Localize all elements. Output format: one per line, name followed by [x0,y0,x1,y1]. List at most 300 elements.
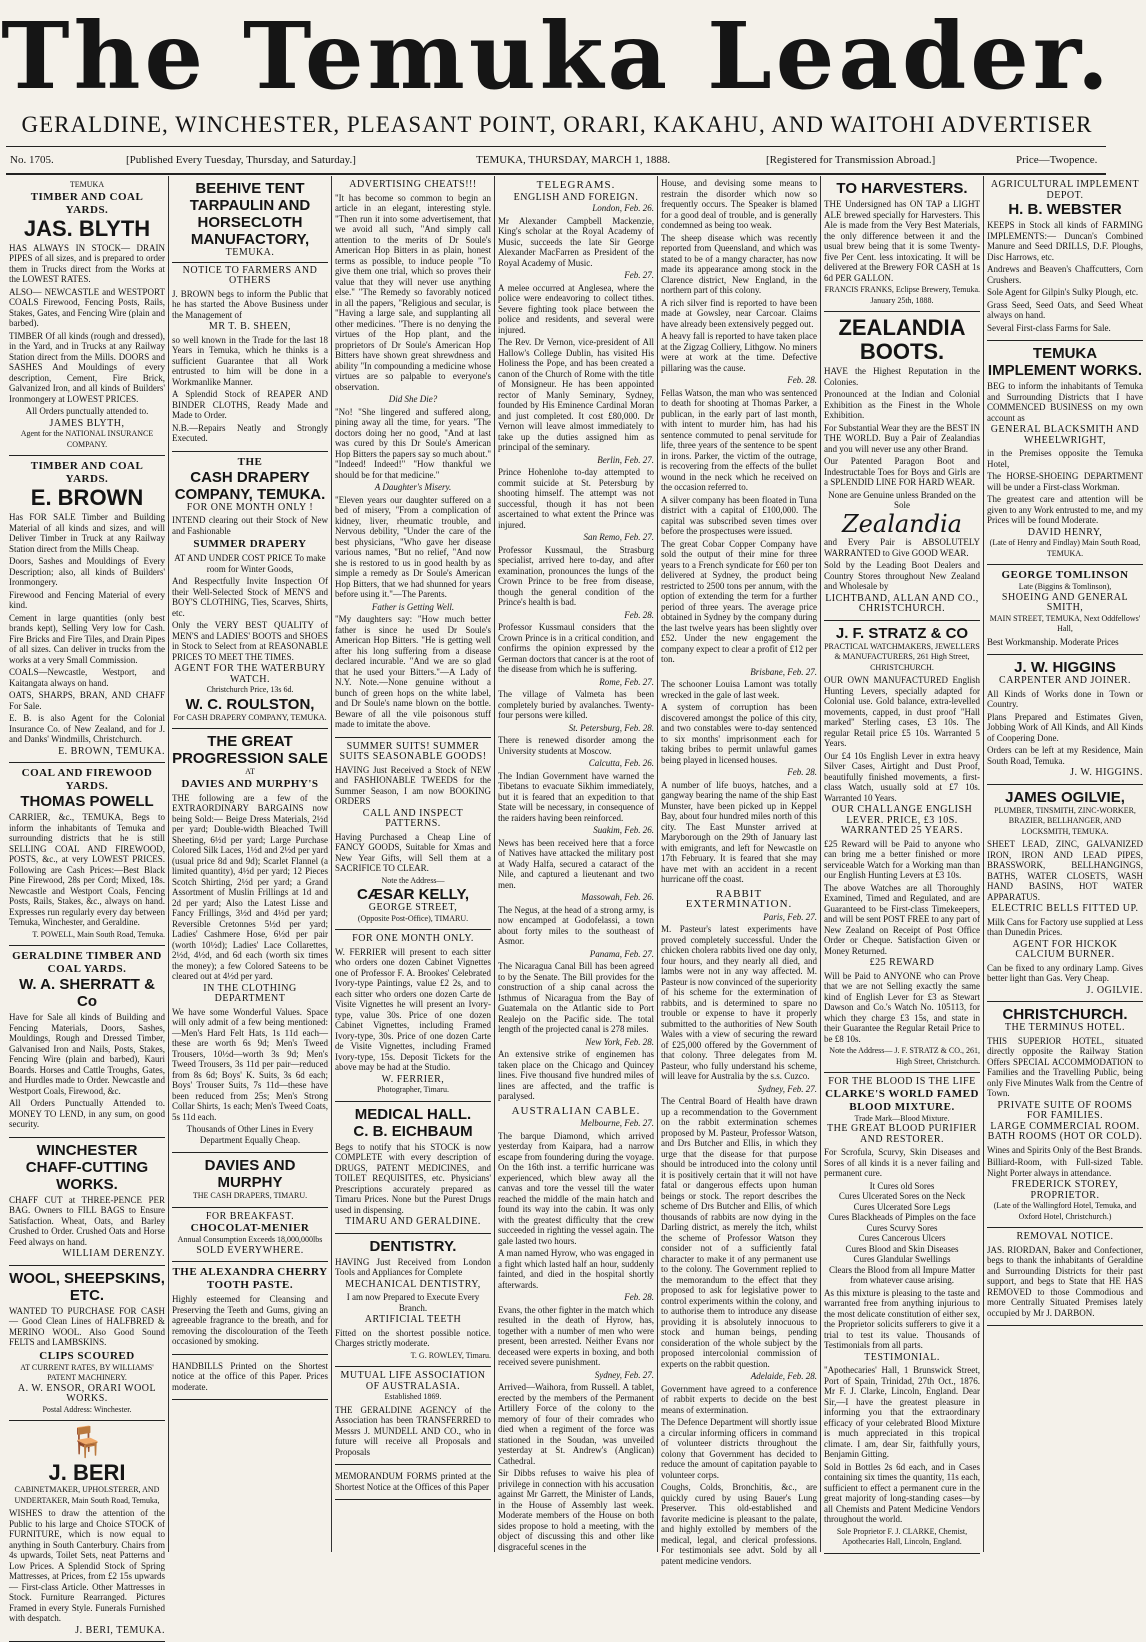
ad-text: HAS ALWAYS IN STOCK— DRAIN PIPES of all sizes, and is prepared to order them in Trucks direct from the Works at the LOWEST RATES. [9,242,165,284]
ad-text: KEEPS in Stock all kinds of FARMING IMPLEMENTS:— Duncan's Combined Manure and Seed DRILLS, D.F. Ploughs, Disc Harrows, etc. [987,220,1143,262]
ad-heading: AGRICULTURAL IMPLEMENT DEPOT. [990,179,1140,201]
ad-text: Highly esteemed for Cleansing and Preserving the Teeth and Gums, giving an agreeable fragrance to the breath, and for removing the discolouration of the Teeth occasioned by smoking. [172,1294,328,1346]
columns [6,176,1143,1636]
news-paragraph: There is renewed disorder among the University students at Moscow. [498,735,654,756]
news-dateline: Melbourne, Feb. 27. [580,1118,654,1128]
list-item: Cures Blood and Skin Diseases [845,1243,959,1254]
ad-stratz [824,621,980,1074]
ad-wool [9,1266,165,1422]
ad-text: None are Genuine unless Branded on the Sole [828,489,976,510]
ad-text: Sole Agent for Gilpin's Sulky Plough, etc. [987,287,1139,297]
ad-heading: THE GREAT PROGRESSION SALE [172,733,328,767]
ad-text: THE Undersigned has ON TAP a LIGHT ALE brewed specially for Harvesters. This Ale is made from the Very Best Materials, the only difference between it and the usual brew being that it is some Twenty-five Per Cent. less intoxicating. It will be delivered at the Brewery FOR CASH at 1s 6d PER GALLON. [824,199,980,283]
ad-text: THE CASH DRAPERS, TIMARU. [192,1191,308,1200]
news-paragraph: Government have agreed to a conference of rabbit experts to decide on the best means of extermination. [661,1383,817,1415]
news-dateline: Sydney, Feb. 27. [757,1083,817,1094]
ad-implement-works [987,341,1143,565]
ad-text: Milk Cans for Factory use supplied at Less than Dunedin Prices. [987,916,1143,937]
ad-text: Established 1869. [384,1392,442,1401]
advertiser-name: THE TERMINUS HOTEL. [1004,1022,1126,1033]
ad-davies-murphy [172,1153,328,1208]
ad-signature: FREDERICK STOREY, PROPRIETOR. [1011,1179,1119,1201]
ad-heading: THE ALEXANDRA CHERRY TOOTH PASTE. [172,1266,328,1291]
ad-powell [9,763,165,946]
news-paragraph: Fellas Watson, the man who was sentenced to death for shooting at Thomas Parker, a publican, in the early part of last month, with intent to murder him, has had his sentence commuted to penal servitude for life, three years of the sentence to be spent in irons. Parker, the victim of the outrage, is recovering from the effects of the bullet wound in the neck which he received on the occasion referred to. [661,387,817,492]
advertiser-name: W. FERRIER, [381,1073,445,1085]
ad-text: Thousands of Other Lines in Every Department Equally Cheap. [186,1124,314,1145]
advertiser-name: C. B. EICHBAUM [353,1122,473,1140]
news-paragraph: A man named Hyrow, who was engaged in a fight which lasted half an hour, suddenly fainted, and died in the hospital shortly afterwards. [498,1248,654,1290]
ad-text: The greatest care and attention will be given to any Work entrusted to me, and my Prices will be found Moderate. [987,494,1143,525]
advertiser-name: DAVIES AND MURPHY [204,1157,296,1191]
ad-text: Will be Paid to ANYONE who can Prove that we are not Selling exactly the same kind of English Lever for £3 as Stewart Dawson and Co.'s Watch No. 105113, for which they charge £3 15s, and state in their Guarantee the Regular Retail Price to be £8 10s. [824,970,980,1044]
ad-signature: A. W. ENSOR, ORARI WOOL WORKS. [17,1382,157,1404]
ad-text: Grass Seed, Seed Oats, and Seed Wheat always on hand. [987,299,1143,320]
news-paragraph: A melee occurred at Anglesea, where the police were endeavoring to collect tithes. Severe fighting took place between the police and residents, and several were injured. [498,282,654,335]
ad-text: TIMBER Of all kinds (rough and dressed), in the Yard, and in Trucks at any Railway Station direct from the Mills. DOORS and SASHES And Mouldings of every description, Cement, Fire Brick, Galvanized Iron, and all kinds of Builders' Ironmongery at LOWEST PRICES. [9,330,165,404]
news-dateline: Paris, Feb. 27. [763,911,817,922]
ad-text: Best Workmanship. Moderate Prices [987,636,1119,647]
ad-text: Orders can be left at my Residence, Main South Road, Temuka. [987,745,1143,766]
advertiser-name: LICHTBAND, ALLAN AND CO., CHRISTCHURCH. [825,592,979,614]
ad-signature: JAMES BLYTH, [49,417,125,429]
ad-signature: T. POWELL, Main South Road, Temuka. [32,929,165,939]
ad-signature: T. G. ROWLEY, Timaru. [410,1350,491,1360]
news-dateline: Feb. 28. [787,767,817,777]
ad-text: All Orders Punctually Attended to. MONEY TO LEND, in any sum, on good security. [9,1098,165,1129]
news-dateline: Berlin, Feb. 27. [597,454,654,465]
ad-sherratt [9,946,165,1138]
advertiser-name: CLARKE'S WORLD FAMED BLOOD MIXTURE. [825,1087,979,1113]
news-dateline: Feb. 27. [624,270,654,280]
ad-address: (Opposite Post-Office), TIMARU. [357,913,469,923]
section-heading: AUSTRALIAN CABLE. [511,1104,641,1117]
section-heading: TELEGRAMS. [536,179,616,191]
ad-medical-hall [335,1102,491,1234]
publication-schedule: [Published Every Tuesday, Thursday, and Saturday.] [126,154,356,166]
masthead-subtitle: GERALDINE, WINCHESTER, PLEASANT POINT, ORARI, KAKAHU, AND WAITOHI ADVERTISER [21,112,1093,137]
list-item: Cures Glandular Swellings [853,1254,951,1264]
ad-cash-drapery [172,452,328,730]
ad-text: Fitted on the shortest possible notice. Charges strictly moderate. [335,1327,491,1348]
advertiser-name: GEORGE TOMLINSON [1001,569,1129,581]
news-paragraph: News has been received here that a force of Natives have attacked the military post at Wady Halfa, secured a cataract of the Nile, and captured a lieutenant and two men. [498,837,654,890]
news-paragraph: Sir Dibbs refuses to waive his plea of privilege in connection with his accusation against Mr Garrett, the Minister of Lands, in the House of Assembly last week. Moderate members of the House on both sides propose to hold a meeting, with the object of discussing this and other like disgraceful scenes in the [498,1468,654,1552]
issue-number: No. 1705. [10,154,54,166]
price: Price—Twopence. [1016,154,1098,166]
ad-heading: MEDICAL HALL. [354,1105,472,1123]
advertiser-name: DAVIES AND MURPHY'S [181,777,319,790]
news-paragraph: The sheep disease which was recently reported from Queensland, and which was stated to be of a mangy character, has now made its appearance among stock in the Clarence district, New England, in the northern part of this colony. [661,232,817,295]
ad-heading: TIMBER AND COAL YARDS. [30,460,144,485]
ad-beri [9,1421,165,1642]
ad-text: CARRIER, &c., TEMUKA, Begs to inform the inhabitants of Temuka and surrounding districts that he is still SELLING COAL AND FIREWOOD, POSTS, &c., at very LOWEST PRICES. Following are Cash Prices:—Best Black Pine Firewood, 28s per Cord; Mixed, 18s. Newcastle and Westport Coals, Fencing Posts, Rails, Stakes, &c., always on hand. Expresses run regularly every day between Temuka, Winchester, and Geraldine. [9,812,165,927]
ad-text: The HORSE-SHOEING DEPARTMENT will be under a First-class Workman. [987,471,1143,492]
section-subheading: ENGLISH AND FOREIGN. [513,191,639,203]
ad-blyth [9,176,165,456]
ad-agent: AGENT FOR HICKOK CALCIUM BURNER. [1012,938,1118,960]
ad-text: Having Purchased a Cheap Line of FANCY GOODS, Suitable for Xmas and New Year Gifts, will Sell them at a SACRIFICE TO CLEAR. [335,831,491,873]
ad-brown [9,456,165,763]
ad-signature: WILLIAM DERENZY. [62,1248,165,1259]
news-dateline: Sydney, Feb. 27. [594,1369,654,1380]
ad-manager: MR T. B. SHEEN, [208,321,292,332]
list-item: It Cures old Sores [869,1180,935,1191]
ad-subheading: CALL AND INSPECT PATTERNS. [362,807,464,829]
ad-text: SOLD EVERYWHERE. [196,1244,304,1256]
ad-text: AT CURRENT RATES, BY WILLIAMS' PATENT MACHINERY. [20,1362,154,1382]
ad-chaff [9,1138,165,1266]
ad-text: For Substantial Wear they are the BEST IN THE WORLD. Buy a Pair of Zealandias and you will never use any other Brand. [824,422,980,454]
column-7 [984,176,1146,1552]
ad-text: AT AND UNDER COST PRICE To make room for Winter Goods, [174,553,326,574]
ad-text: THE GERALDINE AGENCY of the Association has been TRANSFERRED to Messrs J. MUNDELL AND CO., who in future will receive all Proposals and Proposals [335,1404,491,1457]
ad-trade: CARPENTER AND JOINER. [999,675,1131,686]
ad-text: JAS. RIORDAN, Baker and Confectioner, begs to thank the inhabitants of Geraldine and Surrounding Districts for their past support, and begs to State that HE HAS REMOVED to those Commodious and more Centrally Situated Premises lately occupied by Mr J. DARBON. [987,1244,1143,1318]
list-item: Cures Ulcerated Sores on the Neck [838,1191,966,1201]
ad-harvesters [824,176,980,312]
ad-text: HAVE the Highest Reputation in the Colonies. [824,366,980,387]
advertiser-name: J. BERI [48,1460,126,1485]
news-paragraph: M. Pasteur's latest experiments have proved completely successful. Under the chicken cholera rabbits lived one day only, four hours, and they nearly all died, and lambs were not in any way affected. M. Pasteur is now convinced of the superiority of his scheme for the extermination of rabbits, and is determined to spare no trouble or expense to have it properly submitted to the authorities of New South Wales with a view of securing the reward of £25,000 offered by the Government of that colony. Three delegates from M. Pasteur, who fully understand his scheme, will leave for Australia by the s.s. Cuzco. [661,924,817,1081]
advertiser-name: W. A. SHERRATT & Co [19,976,155,1010]
advertiser-name: E. BROWN [30,485,144,510]
ad-text: For Scrofula, Scurvy, Skin Diseases and Sores of all kinds it is a never failing and permanent cure. [824,1147,980,1178]
ad-cherry-paste [172,1262,328,1355]
news-paragraph: A heavy fall is reported to have taken place at the Zigzag Colliery, Lithgow. No miners were at work at the time. Defective pillaring was the cause. [661,331,817,373]
advertiser-name: CÆSAR KELLY, [357,886,469,903]
column-2 [169,176,332,1552]
ad-subheading: GENERAL BLACKSMITH AND WHEELWRIGHT, [990,424,1140,446]
ad-trade: PLUMBER, TINSMITH, ZINC-WORKER, BRAZIER, BELLHANGER, AND LOCKSMITH, TEMUKA. [994,805,1136,836]
ad-text: BEG to inform the inhabitants of Temuka and Surrounding Districts that I have COMMENCED BUSINESS on my own account as [987,381,1143,423]
news-paragraph: The Rev. Dr Vernon, vice-president of All Hallow's College Dublin, has visited His Holiness the Pope, and has been created a canon of the Church of Rome with the title of Monsigneur. He has been appointed rector of Manly Seminary, Sydney, founded by His Eminence Cardinal Moran and just completed. It cost £80,000. Dr Vernon will leave almost immediately to take up the duties assigned him as principal of the seminary. [498,337,654,452]
news-paragraph: Professor Kussmaul, the Strasburg specialist, arrived here to-day, and after examination, pronounces the lungs of the Crown Prince to be free from disease, though the general condition of the Prince's health is bad. [498,544,654,607]
ad-text: THIS SUPERIOR HOTEL, situated directly opposite the Railway Station Offers SPECIAL ACCOMMODATION to Families and the Travelling Public, being only Five Minutes Walk from the Centre of Town. [987,1035,1143,1098]
news-paragraph: The Negus, at the head of a strong army, is now encamped at Godofelassi, a town about forty miles to the southeast of Asmor. [498,904,654,946]
ad-subheading: A Daughter's Misery. [374,482,452,492]
ad-text: "It has become so common to begin an article in an elegant, interesting style. "Then run it into some advertisement, that we avoid all such, "And simply call attention to the merits of Dr Soule's American Hop Bitters in as plain, honest terms as possible, to induce people "To give them one trial, which so proves their value that they will never use anything else." "The Remedy so favorably noticed in all the papers, "Religious and secular, is "Having a large sale, and supplanting all other medicines. "There is no denying the virtues of the Hop plant, and the proprietors of Dr Soule's American Hop Bitters have shown great shrewdness and ability "In compounding a medicine whose virtues are so palpable to everyone's observation. [335,192,491,392]
ad-heading: TIMBER AND COAL YARDS. [30,190,144,216]
ad-subheading: BATH ROOMS (HOT OR COLD). [987,1131,1143,1142]
ad-heading: ZEALANDIA BOOTS. [838,315,966,364]
ad-heading: REMOVAL NOTICE. [1016,1231,1114,1242]
news-dateline: Feb. 28. [624,1292,654,1302]
ad-text: and Every Pair is ABSOLUTELY WARRANTED to Give GOOD WEAR. [824,537,980,558]
ad-signature: FRANCIS FRANKS, Eclipse Brewery, Temuka. [824,285,980,294]
ad-heading: CASH DRAPERY COMPANY, TEMUKA. [174,468,326,503]
ad-handbills [172,1355,328,1401]
ad-subheading: IN THE CLOTHING DEPARTMENT [203,982,297,1004]
news-dateline: Brisbane, Feb. 27. [750,666,817,677]
ad-text: W. FERRIER will present to each sitter who orders one dozen Cabinet Vignettes one of Professor F. A. Brookes' Celebrated Ivory-type Paintings, value £2 2s, and to each sitter who orders one dozen Carte de Visite Vignettes he will present an Ivory-type, value 30s. Price of one dozen Cabinet Vignettes, including Framed Ivory-type, 30s. Price of one dozen Carte de Visite Vignettes, including Framed Ivory-type, 15s. Deposit Tickets for the above may be had at the Studio. [335,946,491,1072]
ad-text: £25 Reward will be Paid to anyone who can bring me a better finished or more serviceable Watch for a Working man than our English Hunting Levers at £3 10s. [824,838,980,880]
ad-text: "Apothecaries' Hall, 1 Brunswick Street, Port of Spain, Trinidad, 27th Oct., 1876. Mr F. J. Clarke, Lincoln, England. Dear Sir,—I have the greatest pleasure in informing you that the extraordinary efficacy of your celebrated Blood Mixture is much appreciated in this tropical climate. I am, dear Sir, faithfully yours, Benjamin Gitting. [824,1365,980,1459]
list-item: Cures Cancerous Ulcers [858,1233,946,1243]
ad-text: I am now Prepared to Execute Every Branch. [346,1292,480,1313]
list-item: Cures Ulcerated Sore Legs [853,1201,951,1212]
ad-address: MAIN STREET, TEMUKA, Next Oddfellows' Hall, [989,613,1141,633]
ad-subheading: £25 REWARD [869,957,935,968]
ad-text: Have for Sale all kinds of Building and Fencing Materials, Doors, Sashes, Mouldings, Rough and Dressed Timber, Galvanised Iron and Nails, Posts, Stakes, Fencing Wire (plain and barbed), Kauri Boards. Horses and Cattle Troughs, Gates, and Hurdles made to Order. Newcastle and Westport Coals, Firewood, &c. [9,1012,165,1096]
ad-text: AT [245,767,255,776]
ad-subheading: ARTIFICIAL TEETH [364,1314,462,1325]
advertiser-name: JAMES OGILVIE, [1005,788,1125,806]
ad-heading: FOR BREAKFAST. [205,1210,295,1222]
ad-heading: FOR ONE MONTH ONLY. [352,933,474,944]
ad-text: Several First-class Farms for Sale. [987,322,1111,333]
ad-text: in the Premises opposite the Temuka Hotel, [987,448,1143,469]
ad-text: Andrews and Beaven's Chaffcutters, Corn Crushers. [987,264,1143,285]
column-6 [821,176,984,1552]
list-item: Cures Blackheads of Pimples on the face [828,1212,976,1222]
ad-subheading: ELECTRIC BELLS FITTED UP. [991,903,1139,914]
column-1 [6,176,169,1636]
news-paragraph: The great Cobar Copper Company have sold the output of their mine for three years to a French syndicate for £60 per ton delivered at Sydney, the product being restricted to 2500 tons per annum, with the option of extending the term for a further period of three years. The average price obtained in Sydney by the company during the last twelve years has been slightly over £52. Under the new engagement the company expect to clear a profit of £12 per ton. [661,538,817,664]
news-dateline: Adelaide, Feb. 28. [750,1371,817,1381]
news-dateline: New York, Feb. 28. [585,1036,654,1047]
masthead-title: The Temuka Leader. [1,2,1113,110]
ad-text: WANTED TO PURCHASE FOR CASH — Good Clean Lines of HALFBRED & MERINO WOOL. Also Good Sound FELTS and LAMBSKINS. [9,1305,165,1347]
ad-trade: SHOEING AND GENERAL SMITH, [1001,591,1129,613]
ad-agent: AGENT FOR THE WATERBURY WATCH. [174,663,326,685]
ad-text: Can be fixed to any ordinary Lamp. Gives better light than Gas. Very Cheap. [987,962,1143,983]
news-paragraph: The Nicaragua Canal Bill has been agreed to by the Senate. The Bill provides for the construction of a ship canal across the Isthmus of Nicaragua from the Bay of Guatemala on the Atlantic side to Port Realejo on the Pacific side. The total length of the projected canal is 278 miles. [498,961,654,1034]
news-paragraph: A number of life buoys, hatches, and a gangway bearing the name of the ship East Munster, have been picked up in Keppel Bay, about four hundred miles north of this city. The East Munster arrived at Maryborough on the 29th of January last with emigrants, and left for Newcastle on 17th February. It is feared that she may have met with an accident in a recent hurricane off the coast. [661,779,817,884]
ad-blood-mixture [824,1073,980,1554]
ad-signature: DAVID HENRY, [1027,526,1103,538]
ad-signature: E. BROWN, TEMUKA. [58,745,165,757]
ad-text: Sold in Bottles 2s 6d each, and in Cases containing six times the quantity, 11s each, sufficient to effect a permanent cure in the great majority of long-standing cases—by all Chemists and Patent Medicine Vendors throughout the world. [824,1461,980,1524]
ad-subheading: PRIVATE SUITE OF ROOMS FOR FAMILIES. [997,1099,1133,1121]
ad-text: Firewood and Fencing Material of every kind. [9,589,165,610]
dateline-bar [6,146,1106,175]
ad-text: SHEET LEAD, ZINC, GALVANIZED IRON, IRON AND LEAD PIPES, BRASSWORK, BELLHANGINGS, BATHS, WATER CLOSETS, WASH HAND BASINS, HOT WATER APPARATUS. [987,839,1143,902]
ad-heading: MUTUAL LIFE ASSOCIATION OF AUSTRALASIA. [340,1370,486,1392]
ad-text: THE following are a few of the EXTRAORDINARY BARGAINS now being Sold:— Beige Dress Materials, 2½d per yard; Double-width Bleached Twill Sheeting, 6½d per yard; Large Purchase Colored Silk Laces, 1½d and 2½d per yard (usual price 8d and 9d); Scarlet Flannel (a limited quantity), 4½d per yard; 12 Pieces Scotch Shirting, 2½d per yard; a Grand Assortment of Muslin Frillings at 1d and 2d per yard; Also the Latest Lisse and Fancy Frillings, 3½d and 4½d per yard; Reversible Cretonnes 5½d per yard; Ladies' Cashmere Hose, 6½d per pair (worth 10½d); Ladies' Lace Collarettes, 2½d, 4½d, and 6d each (worth six times the money); a few Colored Sateens to be cleared out at 4½d per yard. [172,792,328,981]
news-paragraph: Evans, the other fighter in the match which resulted in the death of Hyrow, has, together with a number of men who were present, been arrested. Neither Evans nor deceased were experts in boxing, and both received severe punishment. [498,1304,654,1367]
ad-heading: BEEHIVE TENT TARPAULIN AND HORSECLOTH MANUFACTORY, [189,180,311,248]
ad-subheading: THE GREAT BLOOD PURIFIER AND RESTORER. [827,1123,977,1145]
ad-ferrier [335,930,491,1102]
ad-text: Our £4 10s English Lever in extra heavy Silver Cases, Airtight and Dust Proof, beautifully finished movements, a first-class Watch, usually sold at £7 10s. Warranted 10 Years. [824,750,980,803]
ad-text: Doors, Sashes and Mouldings of Every Description; also, all kinds of Builders' Ironmongery. [9,556,165,587]
ad-text: J. BROWN begs to inform the Public that he has started the Above Business under the Management of [172,288,328,320]
news-paragraph: The barque Diamond, which arrived yesterday from Kaipara, had a narrow escape from foundering during the voyage. On the 16th inst. a terrific hurricane was experienced, which blew away all the canvas and tore the vessel till the water reached the middle of the main hatch and found its way into the cabin. It was only with the greatest difficulty that the crew succeeded in righting the vessel again. The gale lasted two hours. [498,1130,654,1246]
ad-notice: NOTICE TO FARMERS AND OTHERS [182,264,318,286]
news-paragraph: The village of Valmeta has been completely buried by avalanches. Twenty-four persons were killed. [498,689,654,720]
ad-text: We have some Wonderful Values. Space will only admit of a few being mentioned:—Men's Hard Felt Hats, 1s 11d each—these are worth 6s 9d; Men's Tweed Trousers, 10½d—worth 3s 9d; Men's Tweed Trousers, 3s 11d per pair—reduced from 8s 6d; Boys' K. Suits, 3s 6d each; Boys' Trouser Suits, 7s 11d—these have been reduced from 25s; Men's Strong Collar Shirts, 1s each; Men's Tweed Coats, 5s 11d each. [172,1006,328,1122]
ad-subheading: OUR CHALLANGE ENGLISH LEVER. PRICE, £3 10S. WARRANTED 25 YEARS. [831,804,973,836]
news-paragraph: An extensive strike of enginemen has taken place on the Chicago and Quincey lines. Five thousand five hundred miles of lines are affected, and the traffic is paralysed. [498,1049,654,1101]
ad-chocolat-menier [172,1208,328,1263]
ad-heading: ADVERTISING CHEATS!!! [349,179,477,190]
ad-text: HAVING Just Received from London Tools and Appliances for Complete [335,1256,491,1277]
ad-heading: TEMUKA IMPLEMENT WORKS. [987,345,1143,379]
ad-heading: DENTISTRY. [369,1237,457,1255]
news-paragraph: Coughs, Colds, Bronchitis, &c., are quickly cured by using Bauer's Lung Preserver. This old-established and favorite medicine is pleasant to the palate, and highly extolled by members of the medical, legal, and clerical professions. For testimonials see advt. Sold by all patent medicine vendors. [661,1482,817,1566]
ad-beehive [172,176,328,452]
ad-text: Pronounced at the Indian and Colonial Exhibition as the Finest in the Whole Exhibition. [824,389,980,420]
registration-note: [Registered for Transmission Abroad.] [766,154,936,166]
list-item: Clears the Blood from all Impure Matter from whatever cause arising. [829,1264,975,1285]
ad-text: Our Patented Paragon Boot and Indestructable Toes for Boys and Girls are a SPLENDID LINE FOR HARD WEAR. [824,456,980,487]
news-paragraph: A system of corruption has been discovered amongst the police of this city, and two constables were to-day sentenced to six months' imprisonment each for taking bribes to permit unlawful games being played in licensed houses. [661,702,817,765]
ad-progression-sale [172,729,328,1153]
ad-dentistry [335,1234,491,1368]
ad-text: For CASH DRAPERY COMPANY, TEMUKA. [173,712,327,722]
ad-heading: SUMMER SUITS! SUMMER SUITS SEASONABLE GOODS! [339,740,487,762]
brand-script-logo: Zealandia [842,509,962,538]
ad-trade: Photographer, Timaru. [377,1085,449,1094]
ad-text: A Splendid Stock of REAPER AND BINDER CLOTHS, Ready Made and Made to Order. [172,389,328,420]
advertiser-name: JAS. BLYTH [23,215,151,241]
ad-text: Plans Prepared and Estimates Given, Jobbing Work of All Kinds, and All Kinds of Coopering Done. [987,711,1143,743]
advertiser-name: J. F. STRATZ & CO [835,624,969,642]
news-paragraph: The Defence Department will shortly issue a circular informing officers in command of volunteer districts throughout the colony that Government has decided to reduce the amount of capitation payable to volunteer corps. [661,1417,817,1480]
issue-date: TEMUKA, THURSDAY, MARCH 1, 1888. [476,154,671,166]
ad-trade: CABINETMAKER, UPHOLSTERER, AND UNDERTAKER, Main South Road, Temuka, [14,1485,160,1505]
ad-heading: TO HARVESTERS. [836,180,968,197]
ad-town: TEMUKA. [225,247,275,258]
news-dateline: St. Petersburg, Feb. 28. [568,722,654,733]
ad-text: "My daughters say: "How much better father is since he used Dr Soule's American Hop Bitters. "He is getting well after his long suffering from a disease declared incurable. "And we are so glad that he used your Bitters."—A Lady of N.Y. Note.—None genuine without a bunch of green hops on the white label, and Dr Soule's name blown on the bottle. Beware of all the vile poisonous stuff made to imitate the above. [335,614,491,729]
ad-webster [987,176,1143,341]
ad-text: MEMORANDUM FORMS printed at the Shortest Notice at the Offices of this Paper [335,1471,491,1492]
ad-memorandum [335,1465,491,1500]
ad-text: COALS—Newcastle, Westport, and Kaitangata always on hand. [9,667,165,688]
ad-date: January 25th, 1888. [870,295,934,305]
ad-higgins [987,655,1143,785]
ad-signature: J. W. HIGGINS. [1070,767,1143,778]
ad-text: Only the VERY BEST QUALITY of MEN'S and LADIES' BOOTS and SHOES in Stock to Select from at REASONABLE PRICES TO MEET THE TIMES. [172,620,328,662]
ad-text: "No! "She lingered and suffered along, pining away all the time, for years. "The doctors doing her no good, "And at last was cured by this Dr Soule's American Hop Bitters the papers say so much about." "Indeed! Indeed!" "How thankful we should be for that medicine." [335,406,491,480]
ad-text: Trade Mark—Blood Mixture. [854,1113,950,1123]
ad-heading: WOOL, SHEEPSKINS, ETC. [9,1269,165,1304]
ad-signature: Sole Proprietor F. J. CLARKE, Chemist, Apothecaries Hall, Lincoln, England. [836,1526,968,1546]
news-dateline: Panama, Feb. 27. [589,948,654,959]
ad-trade: PRACTICAL WATCHMAKERS, JEWELLERS & MANUFACTURERS, 261 High Street, CHRISTCHURCH. [824,641,980,672]
advertiser-name: J. W. HIGGINS [1014,659,1116,676]
ad-zealandia [824,312,980,621]
ad-text: WISHES to draw the attention of the Public to his large and Choice STOCK of FURNITURE, which is now equal to anything in South Canterbury. Chairs from 4s upwards, Toilet Sets, neat Patterns and Low Prices. A Splendid Stock of Spring Mattresses, at Prices, from £2 15s upwards — First-class Article. Other Mattresses in Stock. Furniture Rearranged. Pictures Framed in every Style. Funerals Furnished with despatch. [9,1508,165,1623]
news-dateline: San Remo, Feb. 27. [583,532,654,542]
ad-subheading: Did She Die? [388,394,438,404]
ad-text: Wines and Spirits Only of the Best Brands. [987,1144,1143,1155]
column-4 [495,176,658,1552]
advertiser-name: THOMAS POWELL [20,793,154,810]
news-paragraph: Mr Alexander Campbell Mackenzie, King's scholar at the Royal Academy of Music, succeeds the late Sir George Alexander MacFarren as President of the Royal Academy of Music. [498,215,654,268]
ad-signature: J. BERI, TEMUKA. [75,1624,165,1636]
advertiser-name: CHOCOLAT-MENIER [190,1222,310,1234]
ad-heading: CHRISTCHURCH. [1002,1006,1128,1023]
ad-heading: WINCHESTER CHAFF-CUTTING WORKS. [25,1141,149,1193]
ad-subheading: LARGE COMMERCIAL ROOM. [990,1120,1140,1132]
ad-text: OUR OWN MANUFACTURED English Hunting Levers, specially adapted for Colonial use. Gold balance, extra-levelled movements, capped, in dust proof "Hall marked" Sterling cases, £3 10s. The regular Retail price £5 10s. Warranted 5 Years. [824,675,980,748]
column-5 [658,176,821,1566]
ad-text: Sold by the Leading Boot Dealers and Country Stores throughout New Zealand and Wholesale by [824,560,980,591]
news-dateline: Feb. 28. [624,609,654,620]
ad-heading: FOR THE BLOOD IS THE LIFE [828,1076,976,1087]
chair-icon: 🪑 [68,1426,106,1459]
ad-text: (Late of the Wallingford Hotel, Temuka, and Oxford Hotel, Christchurch.) [993,1201,1137,1221]
ad-text: Begs to notify that his STOCK is now COMPLETE with every description of DRUGS, PATENT MEDICINES, and TOILET REQUISITES, etc. Physicians' Prescriptions accurately prepared as Timaru Prices. None but the Purest Drugs used in dispensing. [335,1141,491,1215]
ad-subheading: FOR ONE MONTH ONLY ! [186,501,314,513]
ad-text: All Kinds of Works done in Town or Country. [987,688,1143,709]
ad-text: N.B.—Repairs Neatly and Strongly Executed. [172,422,328,443]
news-paragraph: Prince Hohenlohe to-day attempted to commit suicide at St. Petersburg by shooting himself. The attempt was not successful, though it has not been ascertained to what extent the Prince was injured. [498,467,654,530]
ad-subheading: MECHANICAL DENTISTRY, [345,1278,481,1290]
ad-signature: J. OGILVIE. [1086,984,1143,996]
news-dateline: Suakim, Feb. 26. [593,825,654,835]
ad-terminus-hotel [987,1002,1143,1228]
ad-ogilvie [987,785,1143,1003]
ad-text: HAVING Just Received a Stock of NEW and FASHIONABLE TWEEDS for the Summer Season, I am now BOOKING ORDERS [335,764,491,806]
ad-subheading: CLIPS SCOURED [39,1349,135,1362]
news-paragraph: House, and devising some means to restrain the disorder which now so frequently occurs. The Speaker is blamed for a good deal of trouble, and is generally condemned as being too weak. [661,178,817,230]
ad-subheading: SUMMER DRAPERY [193,538,307,550]
ad-town: TIMARU AND GERALDINE. [345,1216,481,1227]
news-dateline: Feb. 28. [787,375,817,385]
ad-text: As this mixture is pleasing to the taste and warranted free from anything injurious to the most delicate constitution of either sex, the Proprietor solicits sufferers to give it a trial to test its value. Thousands of Testimonials from all parts. [824,1287,980,1350]
ad-text: E. B. is also Agent for the Colonial Insurance Co. of New Zealand, and for J. and Danks' Windmills, Christchurch. [9,713,165,744]
news-dateline: Rome, Feb. 27. [599,676,654,687]
ad-subheading: Father is Getting Well. [371,601,455,612]
section-heading: RABBIT EXTERMINATION. [685,887,793,910]
ad-address: Postal Address: Winchester. [42,1404,132,1414]
advertiser-name: H. B. WEBSTER [1008,201,1122,218]
ad-heading: THE [237,455,263,468]
ad-text: INTEND clearing out their Stock of New and Fashionable [172,515,328,536]
ad-text: Cement in large quantities (only best brands kept), Selling Very low for Cash. Fire Bricks and Fire Tiles, and Drain Pipes of all sizes. Can deliver in trucks from the works at a very Small Commission. [9,612,165,665]
ad-address: GEORGE STREET, [368,902,458,913]
news-paragraph: The schooner Louisa Lamont was totally wrecked in the gale of last week. [661,679,817,700]
ad-address: (Late of Henry and Findlay) Main South Road, TEMUKA. [989,538,1141,558]
news-paragraph: The Indian Government have warned the Tibetans to evacuate Sikhim immediately, but it is feared that an expedition to that State will be necessary, in consequence of the raiders having been reinforced. [498,770,654,823]
ad-text: "Eleven years our daughter suffered on a bed of misery, "From a complication of kidney, liver, rheumatic trouble, and Nervous debility, "Under the care of the best physicians, "Who gave her disease various names, "But no relief, "And now she is restored to us in good health by as simple a remedy as Dr Soule's American Hop Bitters, that we had shunned for years before using it."—The Parents. [335,494,491,599]
ad-text: OATS, SHARPS, BRAN, AND CHAFF For Sale. [9,690,165,711]
ad-town: TEMUKA [69,180,105,189]
news-dateline: Massowah, Feb. 26. [581,892,654,902]
cures-list [824,1181,980,1286]
ad-heading: GERALDINE TIMBER AND COAL YARDS. [12,950,162,975]
ad-text: Note the Address— [381,875,445,885]
ad-text: so well known in the Trade for the last 18 Years in Temuka, which he thinks is a sufficient Guarantee that all Work entrusted to him will be done in a Workmanlike Manner. [172,334,328,387]
advertiser-name: W. C. ROULSTON, [185,695,315,713]
ad-signature: Note the Address— J. F. STRATZ & CO., 261, High Street, Christchurch. [829,1046,980,1066]
ad-subheading: TESTIMONIAL. [864,1351,940,1363]
list-item: Cures Scurvy Sores [866,1222,938,1233]
news-paragraph: A rich silver find is reported to have been made at Gowsley, near Carcoar. Claims have already been extensively pegged out. [661,297,817,329]
ad-text: Late (Biggins & Tomlinson), [1018,582,1112,591]
news-dateline: London, Feb. 26. [592,203,654,213]
ad-heading: COAL AND FIREWOOD YARDS. [21,767,153,792]
ad-text: And Respectfully Invite Inspection Of their Well-Selected Stock of MEN'S and BOY'S CLOTHING, Ties, Scarves, Shirts, etc. [172,576,328,618]
news-paragraph: Arrived—Waihora, from Russell. A tablet, erected by the members of the Permanent Artillery Force of the colony to the memory of four of their comrades who died when a regiment of the force was stationed in the Soudan, was unveiled yesterday at St. Andrew's (Anglican) Cathedral. [498,1382,654,1466]
ad-price: Christchurch Price, 13s 6d. [206,685,294,694]
ad-text: Annual Consumption Exceeds 18,000,000lbs [177,1235,323,1244]
ad-summer-suits [335,738,491,931]
ad-removal-notice [987,1228,1143,1326]
ad-text: ALSO— NEWCASTLE and WESTPORT COALS Firewood, Fencing Posts, Rails, Stakes, Gates, and Fencing Wire (plain and barbed). [9,286,165,328]
news-paragraph: Professor Kussmaul considers that the Crown Prince is in a critical condition, and confirms the opinion expressed by the German doctors that cancer is at the root of the disease from which he is suffering. [498,622,654,674]
ad-hop-bitters [335,176,491,738]
news-dateline: Calcutta, Feb. 26. [588,758,654,768]
news-paragraph: A silver company has been floated in Tuna district with a capital of £100,000. The capital was subscribed seven times over before the prospectuses were issued. [661,494,817,536]
ad-text: All Orders punctually attended to. [25,406,149,416]
ad-text: The above Watches are all Thoroughly Examined, Timed and Regulated, and are Guaranteed to be First-class Timekeepers, and will be sent POST FREE to any part of New Zealand on Receipt of Post Office Order or Cheque. Satisfaction Given or Money Returned. [824,882,980,956]
ad-text: HANDBILLS Printed on the Shortest notice at the office of this Paper. Prices moderate. [172,1360,328,1392]
